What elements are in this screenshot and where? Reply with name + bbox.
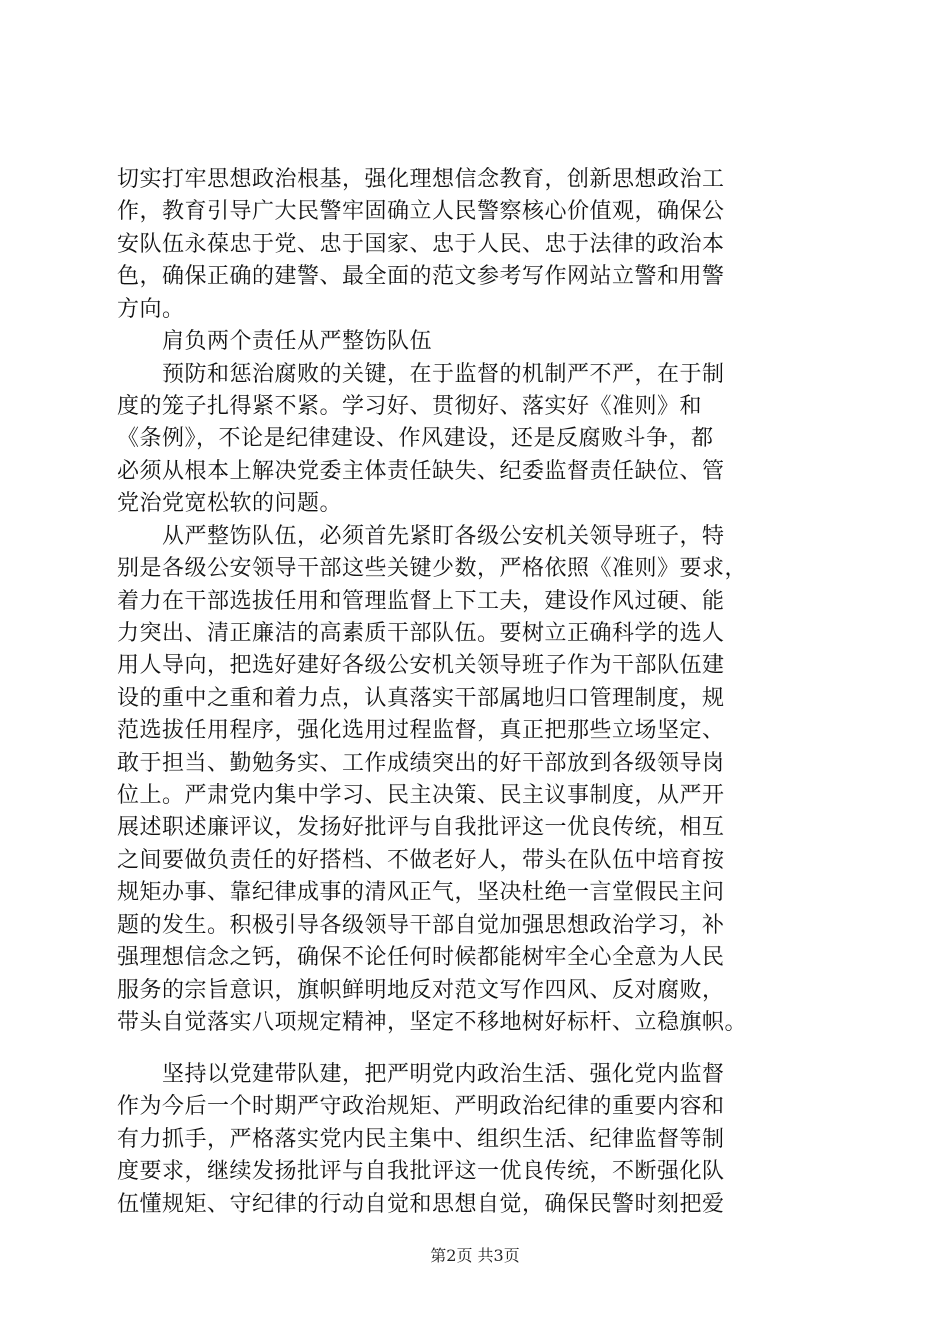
text-line: 《条例》，不论是纪律建设、作风建设，还是反腐败斗争，都 bbox=[117, 426, 714, 452]
text-line: 安队伍永葆忠于党、忠于国家、忠于人民、忠于法律的政治本 bbox=[117, 231, 725, 257]
text-line: 坚持以党建带队建，把严明党内政治生活、强化党内监督 bbox=[117, 1061, 725, 1087]
text-line: 强理想信念之钙，确保不论任何时候都能树牢全心全意为人民 bbox=[117, 945, 725, 971]
text-line: 伍懂规矩、守纪律的行动自觉和思想自觉，确保民警时刻把爱 bbox=[117, 1191, 725, 1217]
text-line: 范选拔任用程序，强化选用过程监督，真正把那些立场坚定、 bbox=[117, 718, 725, 744]
text-line: 色，确保正确的建警、最全面的范文参考写作网站立警和用警 bbox=[117, 264, 725, 290]
text-line: 别是各级公安领导干部这些关键少数，严格依照《准则》要求， bbox=[117, 556, 748, 582]
text-line: 从严整饬队伍，必须首先紧盯各级公安机关领导班子，特 bbox=[117, 523, 725, 549]
text-line: 有力抓手，严格落实党内民主集中、组织生活、纪律监督等制 bbox=[117, 1126, 725, 1152]
text-line: 用人导向，把选好建好各级公安机关领导班子作为干部队伍建 bbox=[117, 653, 725, 679]
text-line: 带头自觉落实八项规定精神，坚定不移地树好标杆、立稳旗帜。 bbox=[117, 1010, 748, 1036]
text-line: 规矩办事、靠纪律成事的清风正气，坚决杜绝一言堂假民主问 bbox=[117, 880, 725, 906]
text-line: 作为今后一个时期严守政治规矩、严明政治纪律的重要内容和 bbox=[117, 1094, 725, 1120]
text-line: 方向。 bbox=[117, 296, 185, 322]
text-line: 服务的宗旨意识，旗帜鲜明地反对范文写作四风、反对腐败， bbox=[117, 977, 725, 1003]
text-line: 着力在干部选拔任用和管理监督上下工夫，建设作风过硬、能 bbox=[117, 588, 725, 614]
text-line: 题的发生。积极引导各级领导干部自觉加强思想政治学习，补 bbox=[117, 912, 725, 938]
section-heading: 肩负两个责任从严整饬队伍 bbox=[117, 329, 433, 355]
text-line: 党治党宽松软的问题。 bbox=[117, 491, 343, 517]
text-line: 位上。严肃党内集中学习、民主决策、民主议事制度，从严开 bbox=[117, 783, 725, 809]
text-line: 度的笼子扎得紧不紧。学习好、贯彻好、落实好《准则》和 bbox=[117, 393, 703, 419]
text-line: 度要求，继续发扬批评与自我批评这一优良传统，不断强化队 bbox=[117, 1159, 725, 1185]
text-line: 预防和惩治腐败的关键，在于监督的机制严不严，在于制 bbox=[117, 361, 725, 387]
text-line: 之间要做负责任的好搭档、不做老好人，带头在队伍中培育按 bbox=[117, 847, 725, 873]
text-line: 设的重中之重和着力点，认真落实干部属地归口管理制度，规 bbox=[117, 685, 725, 711]
text-line: 展述职述廉评议，发扬好批评与自我批评这一优良传统，相互 bbox=[117, 815, 725, 841]
text-line: 切实打牢思想政治根基，强化理想信念教育，创新思想政治工 bbox=[117, 167, 725, 192]
text-line: 作，教育引导广大民警牢固确立人民警察核心价值观，确保公 bbox=[117, 199, 725, 225]
text-line: 力突出、清正廉洁的高素质干部队伍。要树立正确科学的选人 bbox=[117, 620, 725, 646]
text-line: 必须从根本上解决党委主体责任缺失、纪委监督责任缺位、管 bbox=[117, 458, 725, 484]
page-number-footer: 第2页 共3页 bbox=[430, 1246, 520, 1265]
text-line: 敢于担当、勤勉务实、工作成绩突出的好干部放到各级领导岗 bbox=[117, 750, 725, 776]
